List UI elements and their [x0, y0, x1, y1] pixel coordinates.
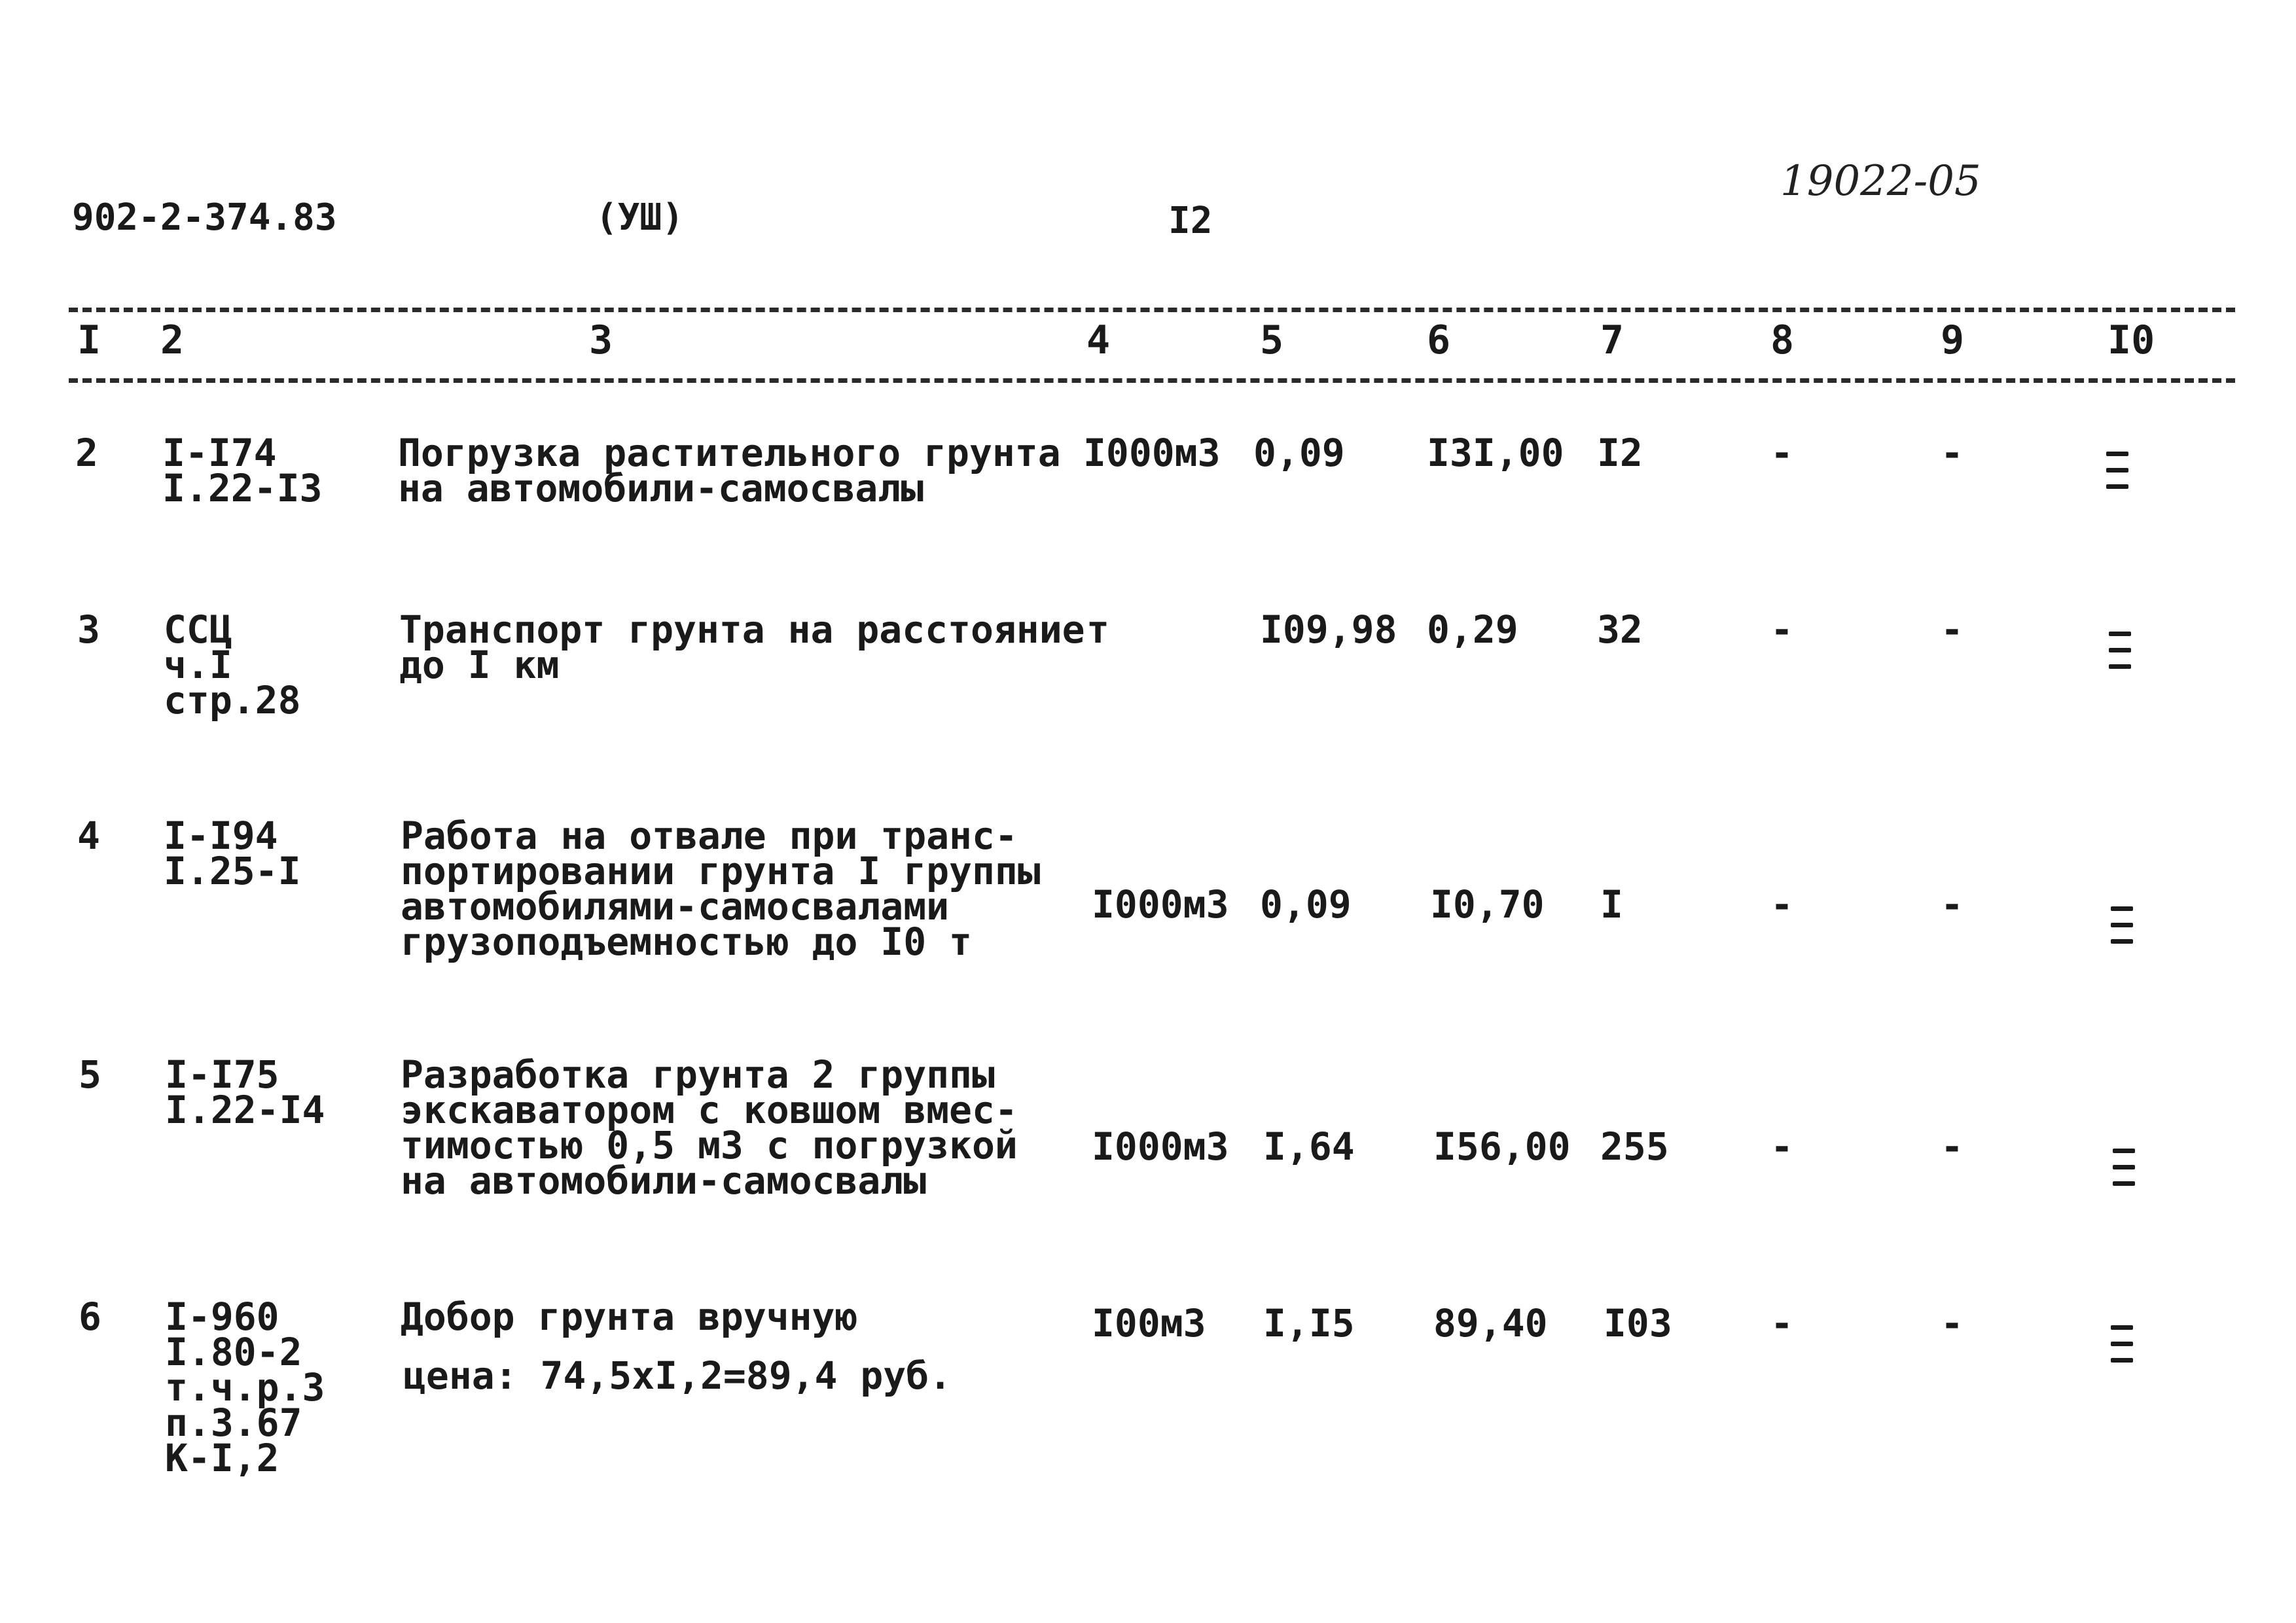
table-row-total: 255: [1600, 1124, 1669, 1169]
table-row-unit-price: 89,40: [1433, 1301, 1548, 1346]
table-row-col9: -: [1941, 1124, 1964, 1169]
table-row-description: Работа на отвале при транс- портировании грунта I группы автомобилями-самосвалами грузоподъемностью до I0 т: [401, 813, 1041, 964]
table-row-total: I: [1600, 882, 1623, 927]
table-row-unit: I000м3: [1083, 431, 1221, 475]
column-header: 6: [1427, 317, 1451, 363]
column-header: 5: [1260, 317, 1284, 363]
ditto-mark-icon: [2111, 906, 2133, 955]
table-row-col9: -: [1941, 431, 1964, 475]
table-row-description: Добор грунта вручную: [401, 1294, 858, 1339]
table-row-col9: -: [1941, 882, 1964, 927]
table-row-col8: -: [1770, 431, 1793, 475]
table-row-unit-price: I0,70: [1430, 882, 1545, 927]
table-row-quantity: I,64: [1263, 1124, 1355, 1169]
table-row-code: I-I74 I.22-I3: [162, 431, 323, 510]
table-row-col8: -: [1770, 1124, 1793, 1169]
column-header: 2: [160, 317, 185, 363]
table-row-unit: I000м3: [1092, 882, 1229, 927]
table-row-number: 5: [79, 1052, 101, 1097]
page-number: I2: [1168, 200, 1213, 242]
table-row-unit-price: 0,29: [1427, 607, 1518, 652]
document-part: (УШ): [596, 196, 684, 239]
top-rule: [69, 308, 2235, 312]
table-row-number: 3: [77, 607, 100, 652]
ditto-mark-icon: [2106, 452, 2128, 501]
column-header: 7: [1600, 317, 1624, 363]
table-row-quantity: 0,09: [1260, 882, 1352, 927]
table-row-total: I03: [1604, 1301, 1672, 1346]
column-header: I0: [2108, 317, 2155, 363]
ditto-mark-icon: [2113, 1149, 2135, 1198]
table-row-code: ССЦ ч.I стр.28: [164, 607, 301, 722]
archive-number: 19022-05: [1780, 157, 1981, 205]
table-row-number: 6: [79, 1294, 101, 1339]
table-row-total: 32: [1597, 607, 1643, 652]
table-row-col9: -: [1941, 1301, 1964, 1346]
column-header: 9: [1941, 317, 1965, 363]
table-row-description: Погрузка растительного грунта на автомобили-самосвалы: [398, 431, 1061, 510]
table-row-col8: -: [1770, 1301, 1793, 1346]
table-row-quantity: I09,98: [1260, 607, 1397, 652]
ditto-mark-icon: [2109, 632, 2131, 681]
table-row-col9: -: [1941, 607, 1964, 652]
table-row-unit-price: I56,00: [1433, 1124, 1571, 1169]
table-row-unit-price: I3I,00: [1427, 431, 1564, 475]
table-row-price-note: цена: 74,5xI,2=89,4 руб.: [403, 1353, 952, 1398]
table-row-description: Разработка грунта 2 группы экскаватором с ковшом вмес- тимостью 0,5 м3 с погрузкой на автомобили-самосвалы: [401, 1052, 1018, 1203]
table-row-code: I-I94 I.25-I: [164, 813, 301, 893]
table-row-unit: т: [1086, 607, 1109, 652]
table-row-number: 2: [75, 431, 98, 475]
table-row-col8: -: [1770, 607, 1793, 652]
column-header: 4: [1086, 317, 1111, 363]
column-header: 3: [589, 317, 613, 363]
table-row-unit: I00м3: [1092, 1301, 1206, 1346]
table-row-col8: -: [1770, 882, 1793, 927]
table-row-code: I-I75 I.22-I4: [165, 1052, 325, 1132]
table-row-number: 4: [77, 813, 100, 858]
table-row-total: I2: [1597, 431, 1643, 475]
header-bottom-rule: [69, 378, 2235, 383]
table-row-description: Транспорт грунта на расстояние до I км: [399, 607, 1085, 687]
document-code: 902-2-374.83: [72, 196, 337, 239]
ditto-mark-icon: [2111, 1325, 2133, 1374]
column-header: I: [77, 317, 101, 363]
table-row-quantity: I,I5: [1263, 1301, 1355, 1346]
column-header: 8: [1770, 317, 1795, 363]
table-row-quantity: 0,09: [1253, 431, 1345, 475]
table-row-code: I-960 I.80-2 т.ч.р.3 п.3.67 К-I,2: [165, 1294, 325, 1480]
table-row-unit: I000м3: [1092, 1124, 1229, 1169]
